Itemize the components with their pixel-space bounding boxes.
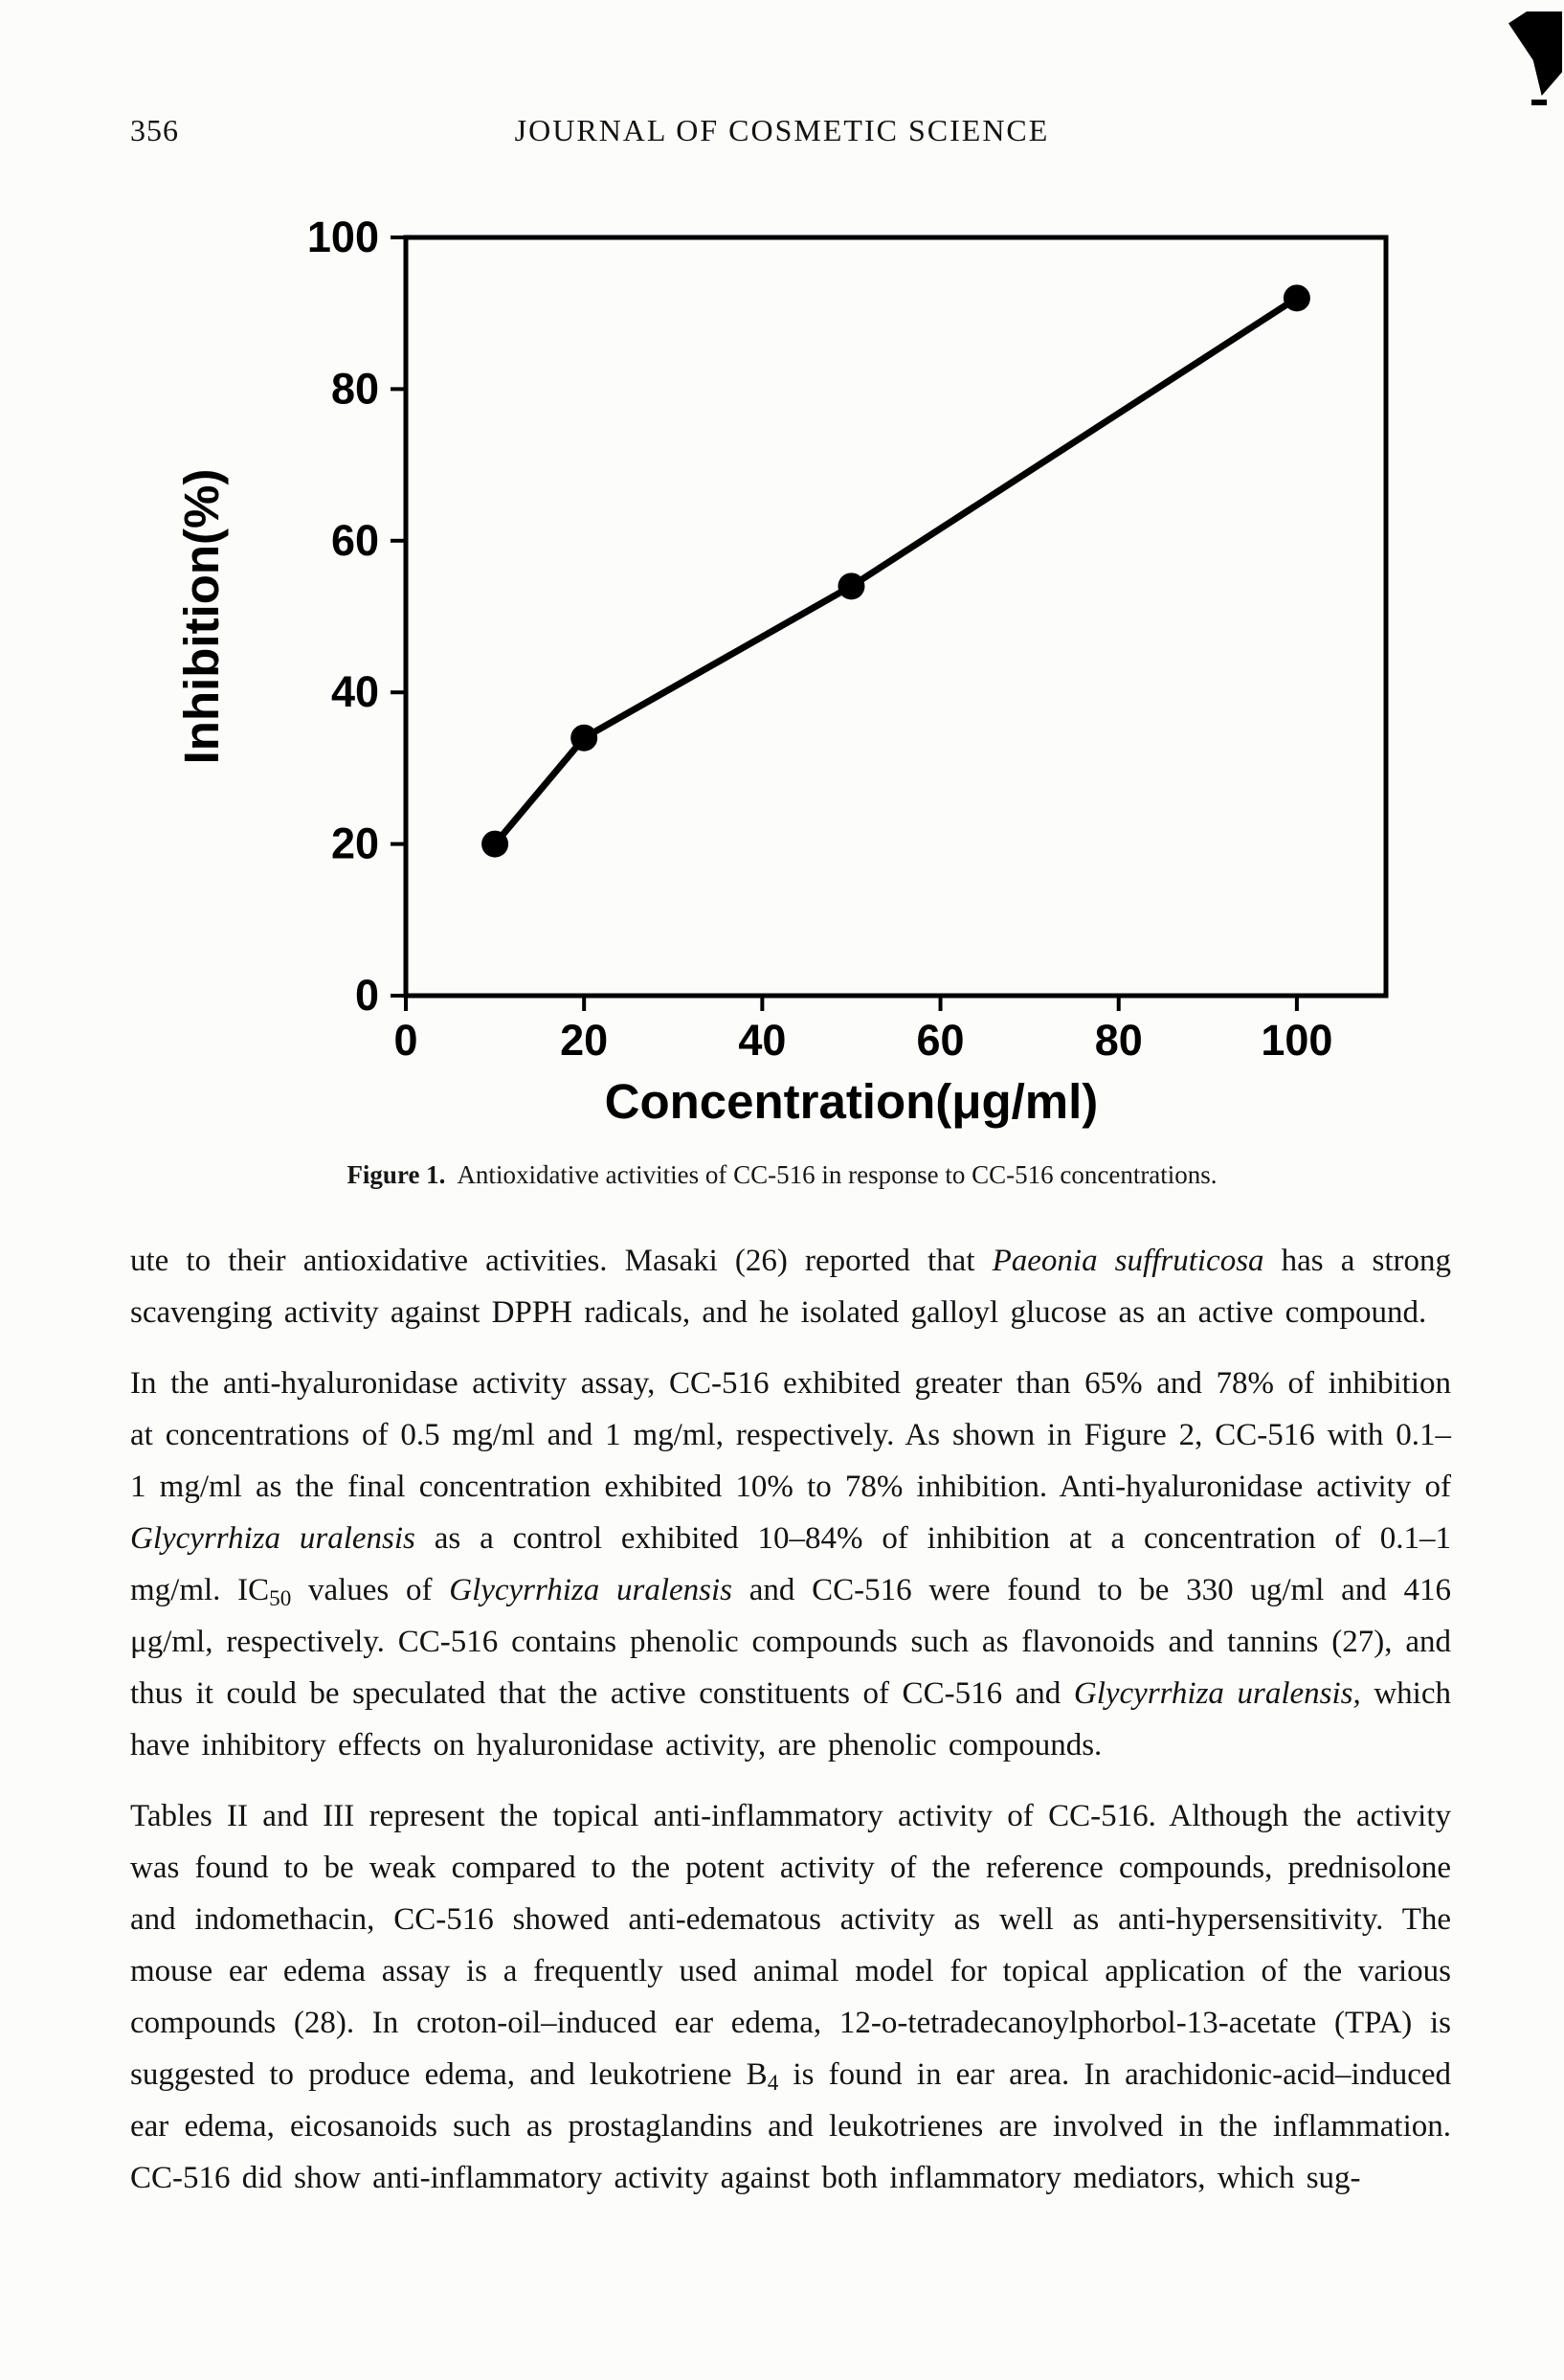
figure-caption-text: Antioxidative activities of CC-516 in response to CC-516 concentrations. <box>457 1160 1218 1189</box>
svg-text:60: 60 <box>330 515 379 565</box>
svg-text:80: 80 <box>330 364 379 414</box>
running-head <box>0 113 1564 155</box>
svg-text:Inhibition(%): Inhibition(%) <box>174 468 229 765</box>
journal-title: JOURNAL OF COSMETIC SCIENCE <box>514 113 1050 147</box>
figure-caption <box>0 1160 1564 1190</box>
svg-text:20: 20 <box>560 1016 609 1065</box>
svg-text:20: 20 <box>330 819 379 868</box>
body-text <box>130 1235 1451 2223</box>
page-number: 356 <box>130 113 179 147</box>
svg-text:Concentration(μg/ml): Concentration(μg/ml) <box>604 1074 1099 1129</box>
paragraph-3: Tables II and III represent the topical anti-inflammatory activity of CC-516. Although the activity was found to be weak compared to the potent activity of the reference compounds, prednisolone and indomethacin, CC-516 showed anti-edematous activity as well as anti-hypersensitivity. The mouse ear edema assay is a frequently used animal model for topical application of the various compounds (28). In croton-oil–induced ear edema, 12-o-tetradecanoylphorbol-13-acetate (TPA) is suggested to produce edema, and leukotriene $B_4$ is found in ear area. In arachidonic-acid–induced ear edema, eicosanoids such as prostaglandins and leukotrienes are involved in the inflammation. CC-516 did show anti-inflammatory activity against both inflammatory mediators, which sug- <box>130 1799 1451 2195</box>
figure-caption-label: Figure 1. <box>346 1160 446 1189</box>
svg-text:0: 0 <box>354 971 379 1020</box>
svg-text:80: 80 <box>1094 1016 1143 1065</box>
svg-text:40: 40 <box>330 667 379 717</box>
figure1-line-chart <box>134 191 1436 1160</box>
paragraph-1: ute to their antioxidative activities. Masaki (26) reported that Paeonia suffruticosa has a strong scavenging activity against DPPH radicals, and he isolated galloyl glucose as an active compound. <box>130 1244 1451 1330</box>
scan-artifact-icon <box>1508 11 1562 96</box>
svg-text:60: 60 <box>916 1016 965 1065</box>
scan-artifact-dot <box>1531 100 1547 105</box>
svg-text:100: 100 <box>1261 1016 1333 1065</box>
svg-text:40: 40 <box>738 1016 787 1065</box>
paragraph-2: In the anti-hyaluronidase activity assay, CC-516 exhibited greater than 65% and 78% of inhibition at concentrations of 0.5 mg/ml and 1 mg/ml, respectively. As shown in Figure 2, CC-516 with 0.1–1 mg/ml as the final concentration exhibited 10% to 78% inhibition. Anti-hyaluronidase activity of Glycyrrhiza uralensis as a control exhibited 10–84% of inhibition at a concentration of 0.1–1 mg/ml. $IC_{50}$ values of Glycyrrhiza uralensis and CC-516 were found to be 330 ug/ml and 416 μg/ml, respectively. CC-516 contains phenolic compounds such as flavonoids and tannins (27), and thus it could be speculated that the active constituents of CC-516 and Glycyrrhiza uralensis, which have inhibitory effects on hyaluronidase activity, are phenolic compounds. <box>130 1366 1452 1763</box>
svg-text:100: 100 <box>306 213 379 261</box>
svg-text:0: 0 <box>393 1016 418 1065</box>
